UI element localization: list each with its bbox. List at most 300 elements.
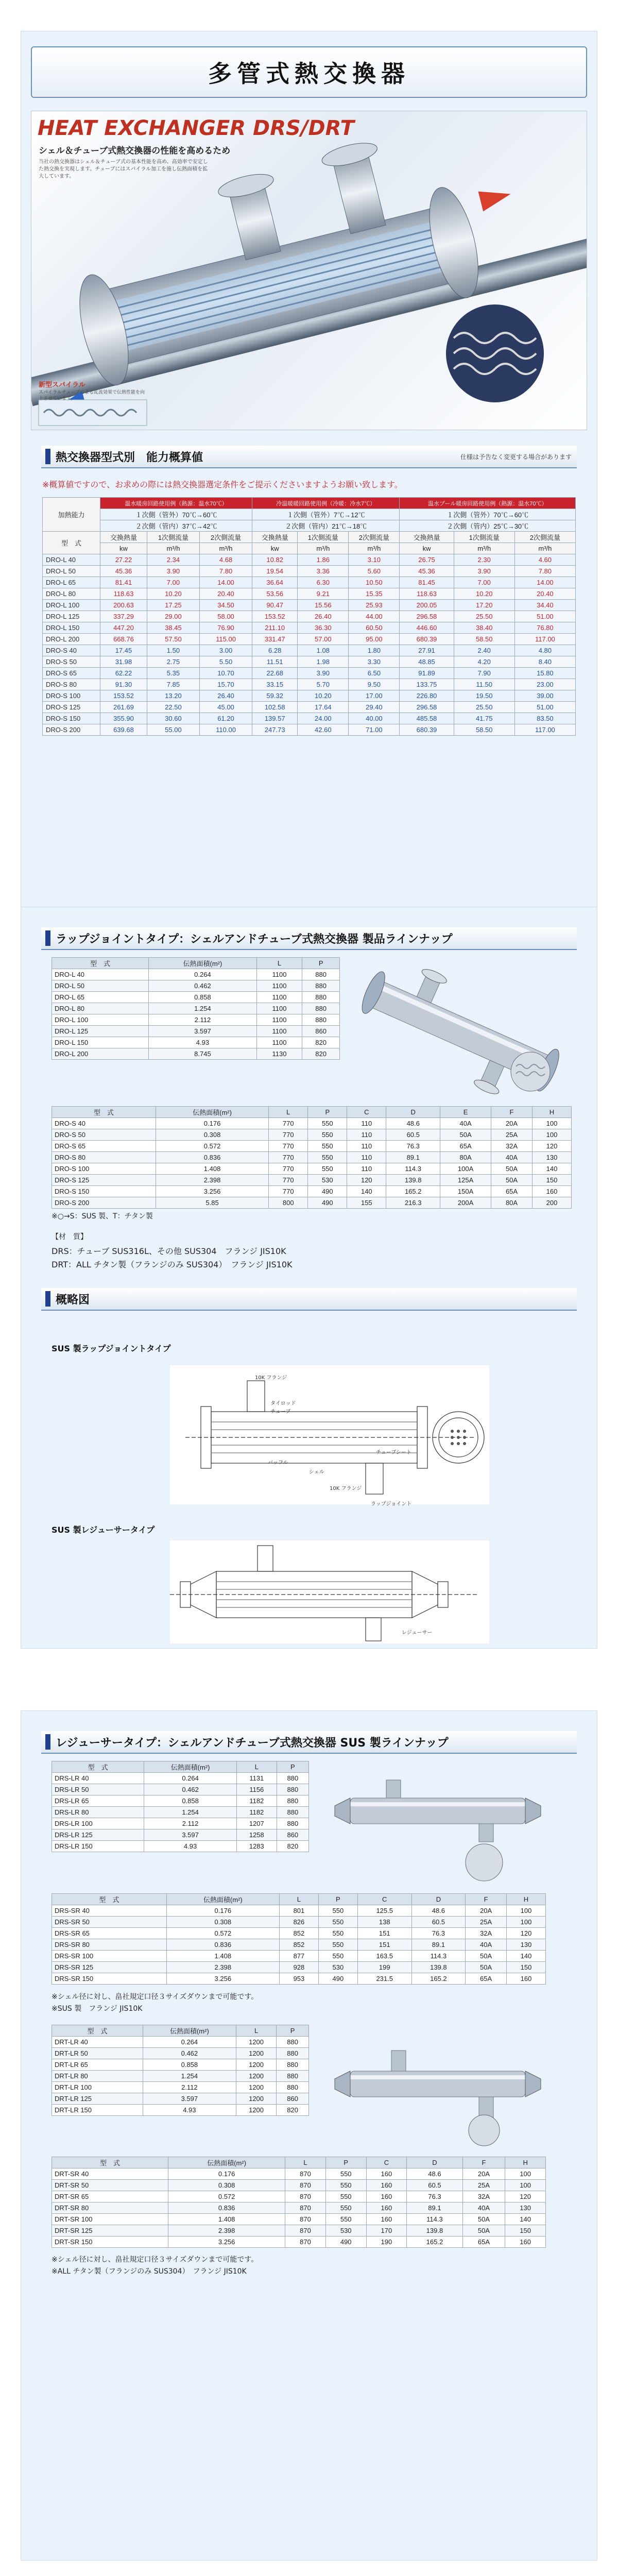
tag-baffle: バッフル — [268, 1460, 288, 1466]
value-cell: 51.00 — [514, 702, 575, 713]
drs-pipe-photo — [330, 1767, 551, 1886]
material-drt: DRT：ALL チタン製（フランジのみ SUS304） フランジ JIS10K — [52, 1260, 293, 1269]
value-cell: 25A — [491, 1129, 533, 1141]
value-cell: 2.398 — [168, 2225, 285, 2236]
drs-s-table — [52, 1893, 546, 1985]
value-cell: 3.90 — [298, 668, 349, 679]
value-cell: 870 — [285, 2225, 326, 2236]
value-cell: 770 — [269, 1186, 308, 1197]
table-row — [52, 2093, 309, 2105]
value-cell: 120 — [506, 1928, 545, 1939]
value-cell: 550 — [318, 1917, 357, 1928]
table-row — [52, 1807, 309, 1818]
column-header: 交換熱量 — [252, 532, 298, 543]
model-cell: DRO-S 100 — [52, 1163, 156, 1175]
model-cell: DRT-LR 40 — [52, 2037, 143, 2048]
value-cell: 1200 — [236, 2093, 276, 2105]
value-cell: 928 — [279, 1962, 318, 1973]
value-cell: 8.745 — [149, 1048, 257, 1060]
value-cell: 80A — [491, 1197, 533, 1209]
model-cell: DRT-LR 125 — [52, 2093, 143, 2105]
group-line: ２次側（管内）25℃→30℃ — [400, 520, 576, 532]
value-cell: 29.40 — [349, 702, 400, 713]
model-cell: DRO-S 150 — [52, 1186, 156, 1197]
section-marker — [45, 1291, 50, 1307]
value-cell: 2.112 — [149, 1014, 257, 1026]
table-row — [52, 1026, 340, 1037]
value-cell: 10.70 — [199, 668, 252, 679]
value-cell: 110 — [347, 1141, 386, 1152]
value-cell: 76.80 — [514, 622, 575, 634]
value-cell: 115.00 — [199, 634, 252, 645]
model-cell: DRS-LR 100 — [52, 1818, 144, 1829]
tag-tubesheet: チューブシート — [376, 1450, 411, 1455]
group-title: 温水暖房回路使用例（熱源：温水70℃） — [100, 498, 252, 509]
value-cell: 550 — [318, 1939, 357, 1951]
table-row — [52, 2236, 546, 2248]
table-row — [52, 992, 340, 1003]
column-header: L — [285, 2157, 326, 2168]
value-cell: 0.176 — [168, 2168, 285, 2180]
value-cell: 3.256 — [168, 2236, 285, 2248]
value-cell: 57.50 — [147, 634, 199, 645]
value-cell: 668.76 — [100, 634, 147, 645]
drt-l-table — [52, 2025, 309, 2116]
value-cell: 30.60 — [147, 713, 199, 724]
value-cell: 39.00 — [514, 690, 575, 702]
value-cell: 155 — [347, 1197, 386, 1209]
table-row — [43, 520, 576, 532]
value-cell: 20A — [462, 2168, 505, 2180]
column-header: C — [366, 2157, 407, 2168]
value-cell: 100 — [532, 1129, 571, 1141]
value-cell: 160 — [532, 1186, 571, 1197]
value-cell: 0.462 — [143, 2048, 236, 2059]
table-row — [43, 645, 576, 656]
value-cell: 2.30 — [454, 554, 514, 566]
model-cell: DRO-S 50 — [43, 656, 100, 668]
value-cell: 32A — [466, 1928, 507, 1939]
value-cell: 4.93 — [149, 1037, 257, 1048]
value-cell: 1.408 — [168, 2214, 285, 2225]
unit-header: kw — [400, 543, 454, 554]
value-cell: 0.308 — [156, 1129, 268, 1141]
value-cell: 60.5 — [407, 2180, 462, 2191]
material-title: 【材 質】 — [52, 1233, 88, 1241]
value-cell: 1200 — [236, 2059, 276, 2071]
value-cell: 38.40 — [454, 622, 514, 634]
value-cell: 880 — [277, 1807, 308, 1818]
table-row — [43, 554, 576, 566]
model-cell: DRO-L 200 — [52, 1048, 149, 1060]
value-cell: 8.40 — [514, 656, 575, 668]
value-cell: 1.408 — [156, 1163, 268, 1175]
value-cell: 4.93 — [144, 1841, 237, 1852]
value-cell: 1100 — [256, 1003, 302, 1014]
lap-s-table — [52, 1106, 572, 1209]
value-cell: 14.00 — [199, 577, 252, 588]
section-marker — [45, 449, 50, 464]
value-cell: 170 — [366, 2225, 407, 2236]
model-cell: DRO-L 40 — [52, 969, 149, 980]
table-row — [52, 1186, 572, 1197]
table-row — [52, 2168, 546, 2180]
section-marker — [45, 930, 50, 946]
tag-flange-2: 10K フランジ — [330, 1486, 362, 1492]
value-cell: 50A — [462, 2225, 505, 2236]
value-cell: 100A — [440, 1163, 491, 1175]
value-cell: 7.00 — [147, 577, 199, 588]
value-cell: 20A — [491, 1118, 533, 1129]
spiral-note: スパイラルチューブによる乱流効果で伝熱性能を向上させています。 — [39, 390, 145, 401]
column-header: P — [325, 2157, 366, 2168]
capacity-body — [43, 554, 576, 736]
value-cell: 490 — [318, 1973, 357, 1985]
value-cell: 48.6 — [407, 2168, 462, 2180]
column-header: H — [506, 1894, 545, 1905]
value-cell: 160 — [366, 2168, 407, 2180]
column-header: 伝熱面積(m²) — [143, 2025, 236, 2037]
column-header: 伝熱面積(m²) — [156, 1107, 268, 1118]
table-row — [52, 1795, 309, 1807]
value-cell: 2.398 — [166, 1962, 279, 1973]
value-cell: 231.5 — [357, 1973, 411, 1985]
value-cell: 53.56 — [252, 588, 298, 600]
table-row — [52, 1107, 572, 1118]
column-header: 交換熱量 — [100, 532, 147, 543]
table-row — [52, 1818, 309, 1829]
value-cell: 199 — [357, 1962, 411, 1973]
value-cell: 40A — [440, 1118, 491, 1129]
value-cell: 42.60 — [298, 724, 349, 736]
column-header: L — [236, 1761, 277, 1773]
value-cell: 26.75 — [400, 554, 454, 566]
value-cell: 247.73 — [252, 724, 298, 736]
model-header: 型 式 — [52, 2025, 143, 2037]
value-cell: 59.32 — [252, 690, 298, 702]
value-cell: 1.254 — [149, 1003, 257, 1014]
value-cell: 880 — [302, 1003, 340, 1014]
model-cell: DRO-S 80 — [43, 679, 100, 690]
overview-section-header — [41, 1288, 577, 1311]
column-header: C — [357, 1894, 411, 1905]
value-cell: 770 — [269, 1175, 308, 1186]
value-cell: 25.50 — [454, 611, 514, 622]
value-cell: 160 — [506, 1973, 545, 1985]
value-cell: 160 — [366, 2214, 407, 2225]
value-cell: 0.264 — [143, 2037, 236, 2048]
table-row — [52, 1784, 309, 1795]
model-cell: DRO-L 80 — [43, 588, 100, 600]
unit-header: m³/h — [199, 543, 252, 554]
model-header: 型 式 — [52, 1107, 156, 1118]
model-cell: DRT-SR 80 — [52, 2202, 168, 2214]
value-cell: 680.39 — [400, 724, 454, 736]
value-cell: 151 — [357, 1939, 411, 1951]
table-row — [52, 2059, 309, 2071]
table-row — [52, 2082, 309, 2093]
value-cell: 1182 — [236, 1795, 277, 1807]
value-cell: 45.36 — [100, 566, 147, 577]
table-row — [52, 1928, 546, 1939]
value-cell: 81.45 — [400, 577, 454, 588]
value-cell: 5.60 — [349, 566, 400, 577]
value-cell: 17.00 — [349, 690, 400, 702]
table-row — [52, 2202, 546, 2214]
model-cell: DRT-LR 150 — [52, 2105, 143, 2116]
value-cell: 160 — [366, 2202, 407, 2214]
value-cell: 870 — [285, 2202, 326, 2214]
group-line: １次側（管外）70℃→60℃ — [100, 509, 252, 520]
value-cell: 50A — [462, 2214, 505, 2225]
model-header: 型 式 — [52, 1761, 144, 1773]
value-cell: 200A — [440, 1197, 491, 1209]
value-cell: 26.40 — [298, 611, 349, 622]
value-cell: 490 — [325, 2236, 366, 2248]
unit-header: m³/h — [298, 543, 349, 554]
value-cell: 880 — [277, 2059, 309, 2071]
table-row — [43, 724, 576, 736]
value-cell: 0.308 — [168, 2180, 285, 2191]
value-cell: 24.00 — [298, 713, 349, 724]
value-cell: 3.597 — [144, 1829, 237, 1841]
model-cell: DRS-LR 40 — [52, 1773, 144, 1784]
material-drs: DRS：チューブ SUS316L、その他 SUS304 フランジ JIS10K — [52, 1246, 286, 1256]
value-cell: 130 — [505, 2202, 546, 2214]
value-cell: 880 — [302, 992, 340, 1003]
value-cell: 76.3 — [386, 1141, 440, 1152]
value-cell: 140 — [347, 1186, 386, 1197]
value-cell: 100 — [505, 2180, 546, 2191]
value-cell: 550 — [308, 1118, 347, 1129]
model-cell: DRS-LR 50 — [52, 1784, 144, 1795]
model-header: 型 式 — [52, 958, 149, 969]
value-cell: 530 — [318, 1962, 357, 1973]
value-cell: 10.20 — [454, 588, 514, 600]
value-cell: 1.80 — [349, 645, 400, 656]
table-row — [52, 958, 340, 969]
model-header: 型 式 — [43, 532, 100, 554]
table-row — [52, 1037, 340, 1048]
value-cell: 680.39 — [400, 634, 454, 645]
value-cell: 1.50 — [147, 645, 199, 656]
value-cell: 7.80 — [199, 566, 252, 577]
value-cell: 1207 — [236, 1818, 277, 1829]
model-header: 型 式 — [52, 1894, 167, 1905]
value-cell: 58.50 — [454, 724, 514, 736]
value-cell: 880 — [277, 2071, 309, 2082]
hero-image — [31, 111, 587, 430]
group-line: １次側（管外）70℃→60℃ — [400, 509, 576, 520]
value-cell: 34.50 — [199, 600, 252, 611]
table-row — [43, 577, 576, 588]
value-cell: 447.20 — [100, 622, 147, 634]
value-cell: 7.80 — [514, 566, 575, 577]
value-cell: 150 — [505, 2225, 546, 2236]
model-cell: DRO-S 125 — [52, 1175, 156, 1186]
model-cell: DRS-SR 100 — [52, 1951, 167, 1962]
column-header: 2次側流量 — [349, 532, 400, 543]
value-cell: 530 — [325, 2225, 366, 2236]
value-cell: 0.572 — [156, 1141, 268, 1152]
model-cell: DRO-L 40 — [43, 554, 100, 566]
value-cell: 5.50 — [199, 656, 252, 668]
value-cell: 852 — [279, 1928, 318, 1939]
value-cell: 100 — [532, 1118, 571, 1129]
column-header: L — [236, 2025, 276, 2037]
value-cell: 10.82 — [252, 554, 298, 566]
capacity-section-header — [41, 446, 577, 468]
value-cell: 200.63 — [100, 600, 147, 611]
model-cell: DRO-S 200 — [52, 1197, 156, 1209]
value-cell: 1131 — [236, 1773, 277, 1784]
value-cell: 820 — [302, 1048, 340, 1060]
column-header: 伝熱面積(m²) — [168, 2157, 285, 2168]
value-cell: 26.40 — [199, 690, 252, 702]
value-cell: 7.00 — [454, 577, 514, 588]
model-cell: DRO-L 65 — [52, 992, 149, 1003]
group-title: 冷温暖暖回路使用例（冷暖：冷水7℃） — [252, 498, 400, 509]
value-cell: 530 — [308, 1175, 347, 1186]
table-row — [52, 1829, 309, 1841]
value-cell: 4.60 — [514, 554, 575, 566]
value-cell: 880 — [277, 1784, 308, 1795]
table-row — [52, 1962, 546, 1973]
value-cell: 14.00 — [514, 577, 575, 588]
value-cell: 1130 — [256, 1048, 302, 1060]
value-cell: 100 — [505, 2168, 546, 2180]
value-cell: 550 — [318, 1928, 357, 1939]
value-cell: 770 — [269, 1163, 308, 1175]
value-cell: 446.60 — [400, 622, 454, 634]
value-cell: 550 — [308, 1152, 347, 1163]
model-cell: DRO-S 150 — [43, 713, 100, 724]
value-cell: 89.1 — [386, 1152, 440, 1163]
column-header: L — [279, 1894, 318, 1905]
table-row — [52, 1141, 572, 1152]
value-cell: 0.462 — [144, 1784, 237, 1795]
value-cell: 60.5 — [411, 1917, 466, 1928]
hero-description: 当社の熱交換器はシェル＆チューブ式の基本性能を高め、高効率で安定した熱交換を実現します。チューブにはスパイラル加工を施し伝熱面積を拡大しています。 — [39, 159, 208, 179]
value-cell: 165.2 — [386, 1186, 440, 1197]
model-cell: DRO-S 40 — [52, 1118, 156, 1129]
value-cell: 110 — [347, 1163, 386, 1175]
value-cell: 117.00 — [514, 634, 575, 645]
table-row — [43, 690, 576, 702]
model-cell: DRS-SR 150 — [52, 1973, 167, 1985]
value-cell: 83.50 — [514, 713, 575, 724]
value-cell: 550 — [325, 2180, 366, 2191]
model-cell: DRO-S 65 — [52, 1141, 156, 1152]
model-cell: DRO-S 40 — [43, 645, 100, 656]
value-cell: 355.90 — [100, 713, 147, 724]
value-cell: 1258 — [236, 1829, 277, 1841]
unit-header: kw — [100, 543, 147, 554]
value-cell: 65A — [466, 1973, 507, 1985]
value-cell: 102.58 — [252, 702, 298, 713]
column-header: F — [462, 2157, 505, 2168]
model-cell: DRO-L 125 — [43, 611, 100, 622]
value-cell: 820 — [277, 1841, 308, 1852]
value-cell: 485.58 — [400, 713, 454, 724]
value-cell: 490 — [308, 1186, 347, 1197]
value-cell: 50A — [466, 1951, 507, 1962]
model-cell: DRT-SR 50 — [52, 2180, 168, 2191]
lap-pipe-photo — [350, 963, 572, 1097]
value-cell: 331.47 — [252, 634, 298, 645]
value-cell: 153.52 — [100, 690, 147, 702]
value-cell: 870 — [285, 2168, 326, 2180]
value-cell: 29.00 — [147, 611, 199, 622]
value-cell: 9.21 — [298, 588, 349, 600]
model-cell: DRS-SR 125 — [52, 1962, 167, 1973]
table-row — [52, 1175, 572, 1186]
value-cell: 32A — [462, 2191, 505, 2202]
unit-header: m³/h — [349, 543, 400, 554]
model-header: 型 式 — [52, 2157, 168, 2168]
value-cell: 15.35 — [349, 588, 400, 600]
value-cell: 296.58 — [400, 611, 454, 622]
model-cell: DRS-SR 80 — [52, 1939, 167, 1951]
value-cell: 165.2 — [407, 2236, 462, 2248]
value-cell: 130 — [532, 1152, 571, 1163]
value-cell: 0.176 — [156, 1118, 268, 1129]
value-cell: 10.20 — [298, 690, 349, 702]
value-cell: 10.50 — [349, 577, 400, 588]
value-cell: 1100 — [256, 992, 302, 1003]
value-cell: 76.3 — [407, 2191, 462, 2202]
value-cell: 880 — [277, 2048, 309, 2059]
value-cell: 826 — [279, 1917, 318, 1928]
value-cell: 870 — [285, 2236, 326, 2248]
value-cell: 120 — [347, 1175, 386, 1186]
value-cell: 3.256 — [156, 1186, 268, 1197]
value-cell: 5.85 — [156, 1197, 268, 1209]
value-cell: 0.858 — [144, 1795, 237, 1807]
table-row — [52, 1973, 546, 1985]
model-cell: DRO-L 100 — [52, 1014, 149, 1026]
value-cell: 100 — [506, 1917, 545, 1928]
value-cell: 40.00 — [349, 713, 400, 724]
model-cell: DRO-L 100 — [43, 600, 100, 611]
value-cell: 48.85 — [400, 656, 454, 668]
value-cell: 770 — [269, 1152, 308, 1163]
value-cell: 110 — [347, 1152, 386, 1163]
unit-header: m³/h — [147, 543, 199, 554]
table-row — [52, 1197, 572, 1209]
value-cell: 17.20 — [454, 600, 514, 611]
value-cell: 0.836 — [166, 1939, 279, 1951]
lap-note: ※○→S：SUS 製、T：チタン製 — [52, 1212, 153, 1221]
value-cell: 3.00 — [199, 645, 252, 656]
model-cell: DRO-L 200 — [43, 634, 100, 645]
value-cell: 153.52 — [252, 611, 298, 622]
value-cell: 1200 — [236, 2048, 276, 2059]
value-cell: 801 — [279, 1905, 318, 1917]
value-cell: 17.25 — [147, 600, 199, 611]
table-row — [52, 1841, 309, 1852]
value-cell: 2.112 — [144, 1818, 237, 1829]
value-cell: 45.36 — [400, 566, 454, 577]
value-cell: 71.00 — [349, 724, 400, 736]
value-cell: 860 — [277, 2093, 309, 2105]
brand-logo: HEAT EXCHANGER DRS/DRT — [38, 116, 354, 140]
column-header: L — [269, 1107, 308, 1118]
value-cell: 296.58 — [400, 702, 454, 713]
value-cell: 120 — [505, 2191, 546, 2202]
value-cell: 5.70 — [298, 679, 349, 690]
value-cell: 3.36 — [298, 566, 349, 577]
